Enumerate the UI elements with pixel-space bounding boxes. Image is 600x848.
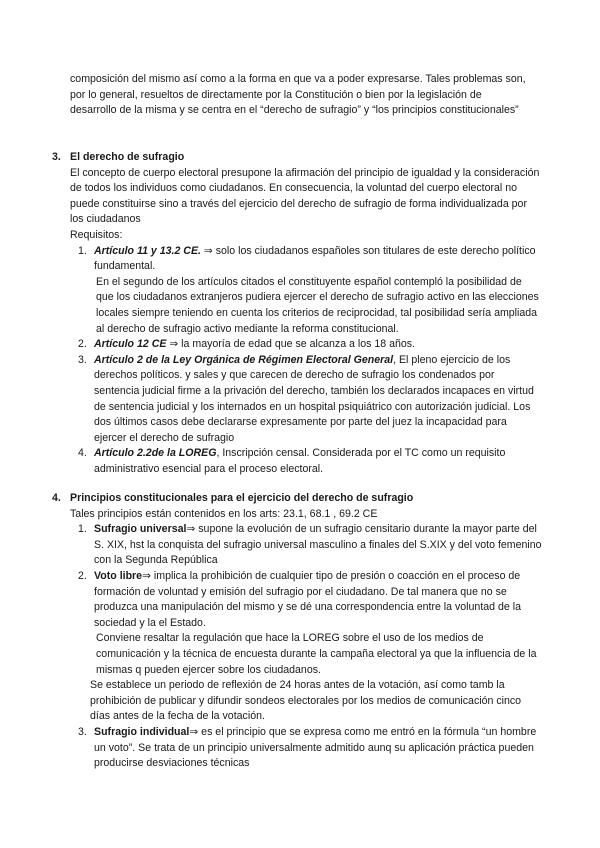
principios-list (52, 522, 542, 772)
list-item: 2. Artículo 12 CE ⇒ la mayoría de edad que se alcanza a los 18 años. (78, 338, 415, 351)
item-note: Conviene resaltar la regulación que hace la LOREG sobre el uso de los medios de comunicación y la técnica de encuesta durante la campaña electoral ya que la influencia de la mismas q pueden ejercer sobre los ciudadanos. (96, 632, 537, 676)
list-item: 4. Artículo 2.2de la LOREG, Inscripción censal. Considerada por el TC como un requisito administrativo esencial para el proceso electoral. (78, 447, 506, 475)
item-text: ⇒ solo los ciudadanos españoles son titulares de este derecho político fundamental. (94, 244, 536, 273)
requisitos-list (52, 244, 542, 478)
item-text: ⇒ implica la prohibición de cualquier tipo de presión o coacción en el proceso de formación de voluntad y emisión del sufragio por el ciudadano. De tal manera que no se produzca una manipulación del mismo y se dé una correspondencia entre la voluntad de la sociedad y la el Estado. (94, 569, 521, 629)
item-text: ⇒ supone la evolución de un sufragio censitario durante la mayor parte del S. XIX, hst la conquista del sufragio universal masculino a finales del S.XIX y del voto femenino con la Segunda República (94, 523, 542, 567)
intro-paragraph: composición del mismo así como a la forma en que va a poder expresarse. Tales problemas son, por lo general, resueltos de directamente por la Constitución o bien por la legislación de desarrollo de la misma y se centra en el “derecho de sufragio” y “los principios constitucionales” (70, 73, 526, 117)
item-head: Sufragio universal (94, 523, 187, 536)
section-paragraph: El concepto de cuerpo electoral presupone la afirmación del principio de igualdad y la consideración de todos los individuos como ciudadanos. En consecuencia, la voluntad del cuerpo electoral no puede constituirse sino a través del ejercicio del derecho de sufragio de forma individualizada por los ciudadanos (70, 166, 540, 226)
section-heading (52, 491, 542, 507)
item-text: ⇒ la mayoría de edad que se alcanza a los 18 años. (166, 338, 415, 351)
list-item: 3. Artículo 2 de la Ley Orgánica de Régimen Electoral General, El pleno ejercicio de los derechos políticos. y sales y que carecen de derecho de sufragio los condenados por sentencia judicial firme a la privación del derecho, también los declarados incapaces en virtud de sentencia judicial y los internados en un hospital psiquiátrico con autorización judicial. Los dos últimos casos debe declararse expresamente por parte del juez la incapacidad para ejercer el derecho de sufragio (78, 353, 534, 444)
requisitos-label: Requisitos: (70, 228, 123, 241)
section-derecho-sufragio (52, 150, 542, 477)
item-note: En el segundo de los artículos citados el constituyente español contempló la posibilidad de que los ciudadanos extranjeros pudiera ejercer el derecho de sufragio activo en las elecciones locales siempre teniendo en cuenta los criterios de reciprocidad, tal posibilidad sería ampliada al derecho de sufragio activo mediante la reforma constitucional. (96, 275, 539, 335)
section-principios (52, 491, 542, 772)
item-text: , El pleno ejercicio de los derechos políticos. y sales y que carecen de derecho de sufragio los condenados por sentencia judicial firme a la privación del derecho, también los declarados incapaces en virtud de sentencia judicial y los internados en un hospital psiquiátrico con autorización judicial. Los dos últimos casos debe declararse expresamente por parte del juez la incapacidad para ejercer el derecho de sufragio (94, 353, 534, 444)
item-head: Artículo 11 y 13.2 CE. (94, 244, 201, 257)
item-head: Voto libre (94, 569, 143, 582)
list-item: 1. Sufragio universal⇒ supone la evolución de un sufragio censitario durante la mayor parte del S. XIX, hst la conquista del sufragio universal masculino a finales del S.XIX y del voto femenino con la Segunda República (78, 523, 542, 567)
list-item: 2. Voto libre⇒ implica la prohibición de cualquier tipo de presión o coacción en el proceso de formación de voluntad y emisión del sufragio por el ciudadano. De tal manera que no se produzca una manipulación del mismo y se dé una correspondencia entre la voluntad de la sociedad y la el Estado. (78, 569, 521, 629)
section-title: Principios constitucionales para el ejercicio del derecho de sufragio (70, 492, 414, 504)
item-text: , Inscripción censal. Considerada por el TC como un requisito administrativo esencial para el proceso electoral. (94, 447, 506, 475)
list-item: 3. Sufragio individual⇒ es el principio que se expresa como me entró en la fórmula “un hombre un voto”. Se trata de un principio universalmente admitido aunq su aplicación práctica pueden producirse desviaciones técnicas (78, 725, 537, 770)
item-head: Artículo 12 CE (94, 338, 167, 351)
section-number: 3. (52, 151, 61, 163)
item-head: Sufragio individual (94, 725, 190, 738)
item-note: Se establece un periodo de reflexión de 24 horas antes de la votación, así como tamb la prohibición de publicar y difundir sondeos electorales por los medios de comunicación cinco días antes de la fecha de la votación. (90, 679, 522, 723)
item-head: Artículo 2 de la Ley Orgánica de Régimen Electoral General (94, 353, 394, 366)
section-heading (52, 150, 542, 166)
item-head: Artículo 2.2de la LOREG (94, 447, 217, 460)
section-number: 4. (52, 492, 61, 504)
section-title: El derecho de sufragio (70, 151, 185, 163)
item-text: ⇒ es el principio que se expresa como me entró en la fórmula “un hombre un voto”. Se trata de un principio universalmente admitido aunq su aplicación práctica pueden producirse desviaciones técnicas (94, 725, 537, 770)
section-paragraph: Tales principios están contenidos en los arts: 23.1, 68.1 , 69.2 CE (70, 507, 378, 520)
list-item: 1. Artículo 11 y 13.2 CE. ⇒ solo los ciudadanos españoles son titulares de este derecho político fundamental. (78, 244, 536, 273)
